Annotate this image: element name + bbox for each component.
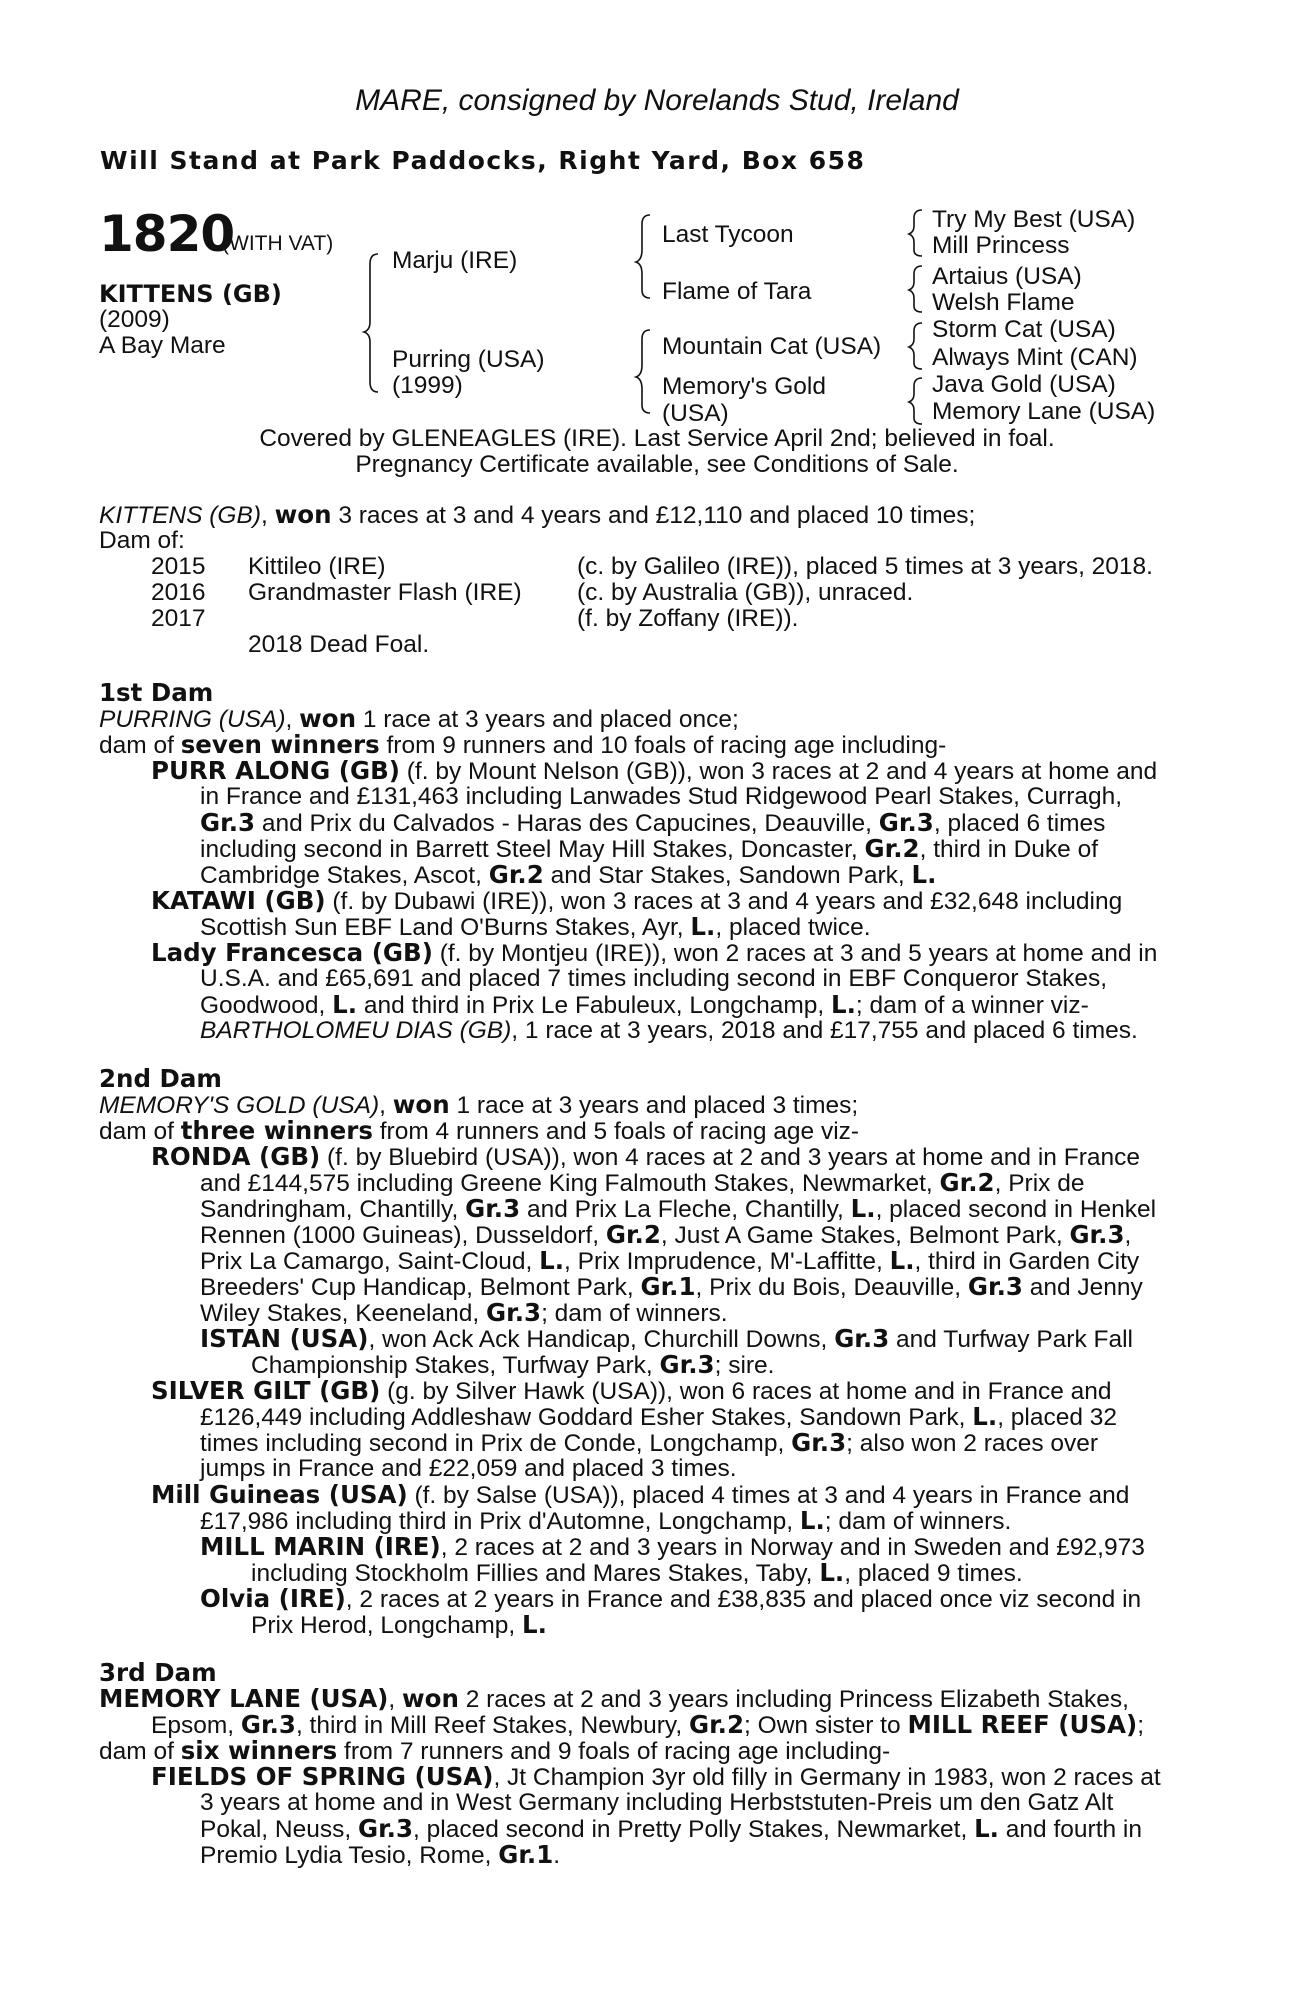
- dam-name: Purring (USA): [392, 346, 545, 373]
- first-dam-heading: 1st Dam: [99, 678, 214, 707]
- entry-line: including second in Barrett Steel May Hill Stakes, Doncaster, Gr.2, third in Duke of: [200, 834, 1098, 863]
- mare-name: KITTENS (GB): [99, 502, 261, 529]
- entry-line: BARTHOLOMEU DIAS (GB), 1 race at 3 years, 2018 and £17,755 and placed 6 times.: [200, 1017, 1138, 1044]
- entry-line: Rennen (1000 Guineas), Dusseldorf, Gr.2, Just A Game Stakes, Belmont Park, Gr.3,: [200, 1220, 1132, 1249]
- entry-line: including Stockholm Fillies and Mares Stakes, Taby, L., placed 9 times.: [251, 1558, 1023, 1587]
- produce-details: (c. by Australia (GB)), unraced.: [577, 579, 914, 606]
- dam-of-label: Dam of:: [99, 527, 185, 554]
- dead-foal: 2018 Dead Foal.: [248, 631, 430, 658]
- dam-dam: Memory's Gold: [662, 373, 826, 400]
- produce-year: 2015: [151, 553, 206, 580]
- entry-lady-francesca: Lady Francesca (GB) (f. by Montjeu (IRE)), won 2 races at 3 and 5 years at home and in: [151, 938, 1158, 967]
- produce-year: 2017: [151, 605, 206, 632]
- entry-line: Prix La Camargo, Saint-Cloud, L., Prix Imprudence, M'-Laffitte, L., third in Garden City: [200, 1246, 1140, 1275]
- entry-line: £17,986 including third in Prix d'Automne, Longchamp, L.; dam of winners.: [200, 1506, 1012, 1535]
- pregnancy-note: Pregnancy Certificate available, see Conditions of Sale.: [355, 451, 959, 478]
- entry-katawi: KATAWI (GB) (f. by Dubawi (IRE)), won 3 races at 3 and 4 years and £32,648 including: [151, 886, 1123, 915]
- entry-line: Goodwood, L. and third in Prix Le Fabuleux, Longchamp, L.; dam of a winner viz-: [200, 990, 1089, 1019]
- first-dam-record: PURRING (USA), won 1 race at 3 years and placed once;: [99, 704, 739, 733]
- entry-fields-of-spring: FIELDS OF SPRING (USA), Jt Champion 3yr old filly in Germany in 1983, won 2 races at: [151, 1762, 1161, 1791]
- entry-line: U.S.A. and £65,691 and placed 7 times including second in EBF Conqueror Stakes,: [200, 965, 1108, 992]
- third-dam-heading: 3rd Dam: [99, 1658, 217, 1687]
- gen3-8: Memory Lane (USA): [932, 398, 1156, 425]
- gen3-7: Java Gold (USA): [932, 371, 1116, 398]
- page-title: MARE, consigned by Norelands Stud, Ireland: [355, 84, 959, 117]
- produce-year: 2016: [151, 579, 206, 606]
- second-dam-produce-summary: dam of three winners from 4 runners and 5 foals of racing age viz-: [99, 1116, 860, 1145]
- produce-name: Grandmaster Flash (IRE): [248, 579, 522, 606]
- sire-dam: Flame of Tara: [662, 278, 812, 305]
- entry-olvia: Olvia (IRE), 2 races at 2 years in France and £38,835 and placed once viz second in: [200, 1584, 1142, 1613]
- entry-line: Breeders' Cup Handicap, Belmont Park, Gr.1, Prix du Bois, Deauville, Gr.3 and Jenny: [200, 1272, 1143, 1301]
- entry-mill-guineas: Mill Guineas (USA) (f. by Salse (USA)), placed 4 times at 3 and 4 years in France and: [151, 1480, 1130, 1509]
- produce-details: (f. by Zoffany (IRE)).: [577, 605, 799, 632]
- sire-sire: Last Tycoon: [662, 221, 794, 248]
- lot-number: 1820: [99, 205, 235, 263]
- sire-name: Marju (IRE): [392, 247, 518, 274]
- entry-line: Pokal, Neuss, Gr.3, placed second in Pretty Polly Stakes, Newmarket, L. and fourth in: [200, 1814, 1143, 1843]
- entry-line: Prix Herod, Longchamp, L.: [251, 1610, 547, 1639]
- gen3-6: Always Mint (CAN): [932, 344, 1138, 371]
- gen3-1: Try My Best (USA): [932, 206, 1136, 233]
- third-dam-produce-summary: dam of six winners from 7 runners and 9 foals of racing age including-: [99, 1736, 891, 1765]
- entry-line: 3 years at home and in West Germany including Herbststuten-Preis um den Gatz Alt: [200, 1789, 1114, 1816]
- entry-line: in France and £131,463 including Lanwades Stud Ridgewood Pearl Stakes, Curragh,: [200, 783, 1123, 810]
- produce-details: (c. by Galileo (IRE)), placed 5 times at 3 years, 2018.: [577, 553, 1153, 580]
- first-dam-produce-summary: dam of seven winners from 9 runners and 10 foals of racing age including-: [99, 730, 947, 759]
- stand-location: Will Stand at Park Paddocks, Right Yard, Box 658: [100, 146, 866, 175]
- dam-year: (1999): [392, 372, 463, 399]
- entry-purr-along: PURR ALONG (GB) (f. by Mount Nelson (GB)), won 3 races at 2 and 4 years at home and: [151, 756, 1158, 785]
- entry-istan: ISTAN (USA), won Ack Ack Handicap, Churchill Downs, Gr.3 and Turfway Park Fall: [200, 1324, 1133, 1353]
- entry-line: jumps in France and £22,059 and placed 3 times.: [200, 1455, 737, 1482]
- entry-line: Gr.3 and Prix du Calvados - Haras des Capucines, Deauville, Gr.3, placed 6 times: [200, 808, 1106, 837]
- entry-line: Scottish Sun EBF Land O'Burns Stakes, Ayr, L., placed twice.: [200, 912, 871, 941]
- entry-silver-gilt: SILVER GILT (GB) (g. by Silver Hawk (USA)), won 6 races at home and in France and: [151, 1376, 1112, 1405]
- entry-ronda: RONDA (GB) (f. by Bluebird (USA)), won 4 races at 2 and 3 years at home and in France: [151, 1142, 1140, 1171]
- horse-year: (2009): [99, 306, 170, 333]
- dam-dam-country: (USA): [662, 400, 729, 427]
- entry-line: £126,449 including Addleshaw Goddard Esher Stakes, Sandown Park, L., placed 32: [200, 1402, 1118, 1431]
- entry-line: Cambridge Stakes, Ascot, Gr.2 and Star Stakes, Sandown Park, L.: [200, 860, 937, 889]
- gen3-5: Storm Cat (USA): [932, 316, 1116, 343]
- covered-note: Covered by GLENEAGLES (IRE). Last Service April 2nd; believed in foal.: [259, 425, 1055, 452]
- entry-line: Premio Lydia Tesio, Rome, Gr.1.: [200, 1840, 561, 1869]
- mare-record: KITTENS (GB), won 3 races at 3 and 4 years and £12,110 and placed 10 times;: [99, 500, 976, 529]
- gen3-3: Artaius (USA): [932, 263, 1082, 290]
- entry-line: Sandringham, Chantilly, Gr.3 and Prix La Fleche, Chantilly, L., placed second in Henkel: [200, 1194, 1157, 1223]
- third-dam-record: MEMORY LANE (USA), won 2 races at 2 and 3 years including Princess Elizabeth Stakes,: [99, 1684, 1129, 1713]
- horse-description: A Bay Mare: [99, 332, 226, 359]
- second-dam-record: MEMORY'S GOLD (USA), won 1 race at 3 years and placed 3 times;: [99, 1090, 859, 1119]
- gen3-2: Mill Princess: [932, 232, 1070, 259]
- entry-line: times including second in Prix de Conde, Longchamp, Gr.3; also won 2 races over: [200, 1428, 1099, 1457]
- entry-line: Epsom, Gr.3, third in Mill Reef Stakes, Newbury, Gr.2; Own sister to MILL REEF (USA);: [151, 1710, 1144, 1739]
- produce-name: Kittileo (IRE): [248, 553, 386, 580]
- second-dam-heading: 2nd Dam: [99, 1064, 222, 1093]
- entry-line: Wiley Stakes, Keeneland, Gr.3; dam of winners.: [200, 1298, 728, 1327]
- entry-line: and £144,575 including Greene King Falmouth Stakes, Newmarket, Gr.2, Prix de: [200, 1168, 1085, 1197]
- gen3-4: Welsh Flame: [932, 289, 1075, 316]
- entry-mill-marin: MILL MARIN (IRE), 2 races at 2 and 3 years in Norway and in Sweden and £92,973: [200, 1532, 1145, 1561]
- horse-name: KITTENS (GB): [99, 280, 282, 308]
- vat-label: (WITH VAT): [222, 232, 334, 255]
- dam-sire: Mountain Cat (USA): [662, 333, 882, 360]
- entry-line: Championship Stakes, Turfway Park, Gr.3; sire.: [251, 1350, 775, 1379]
